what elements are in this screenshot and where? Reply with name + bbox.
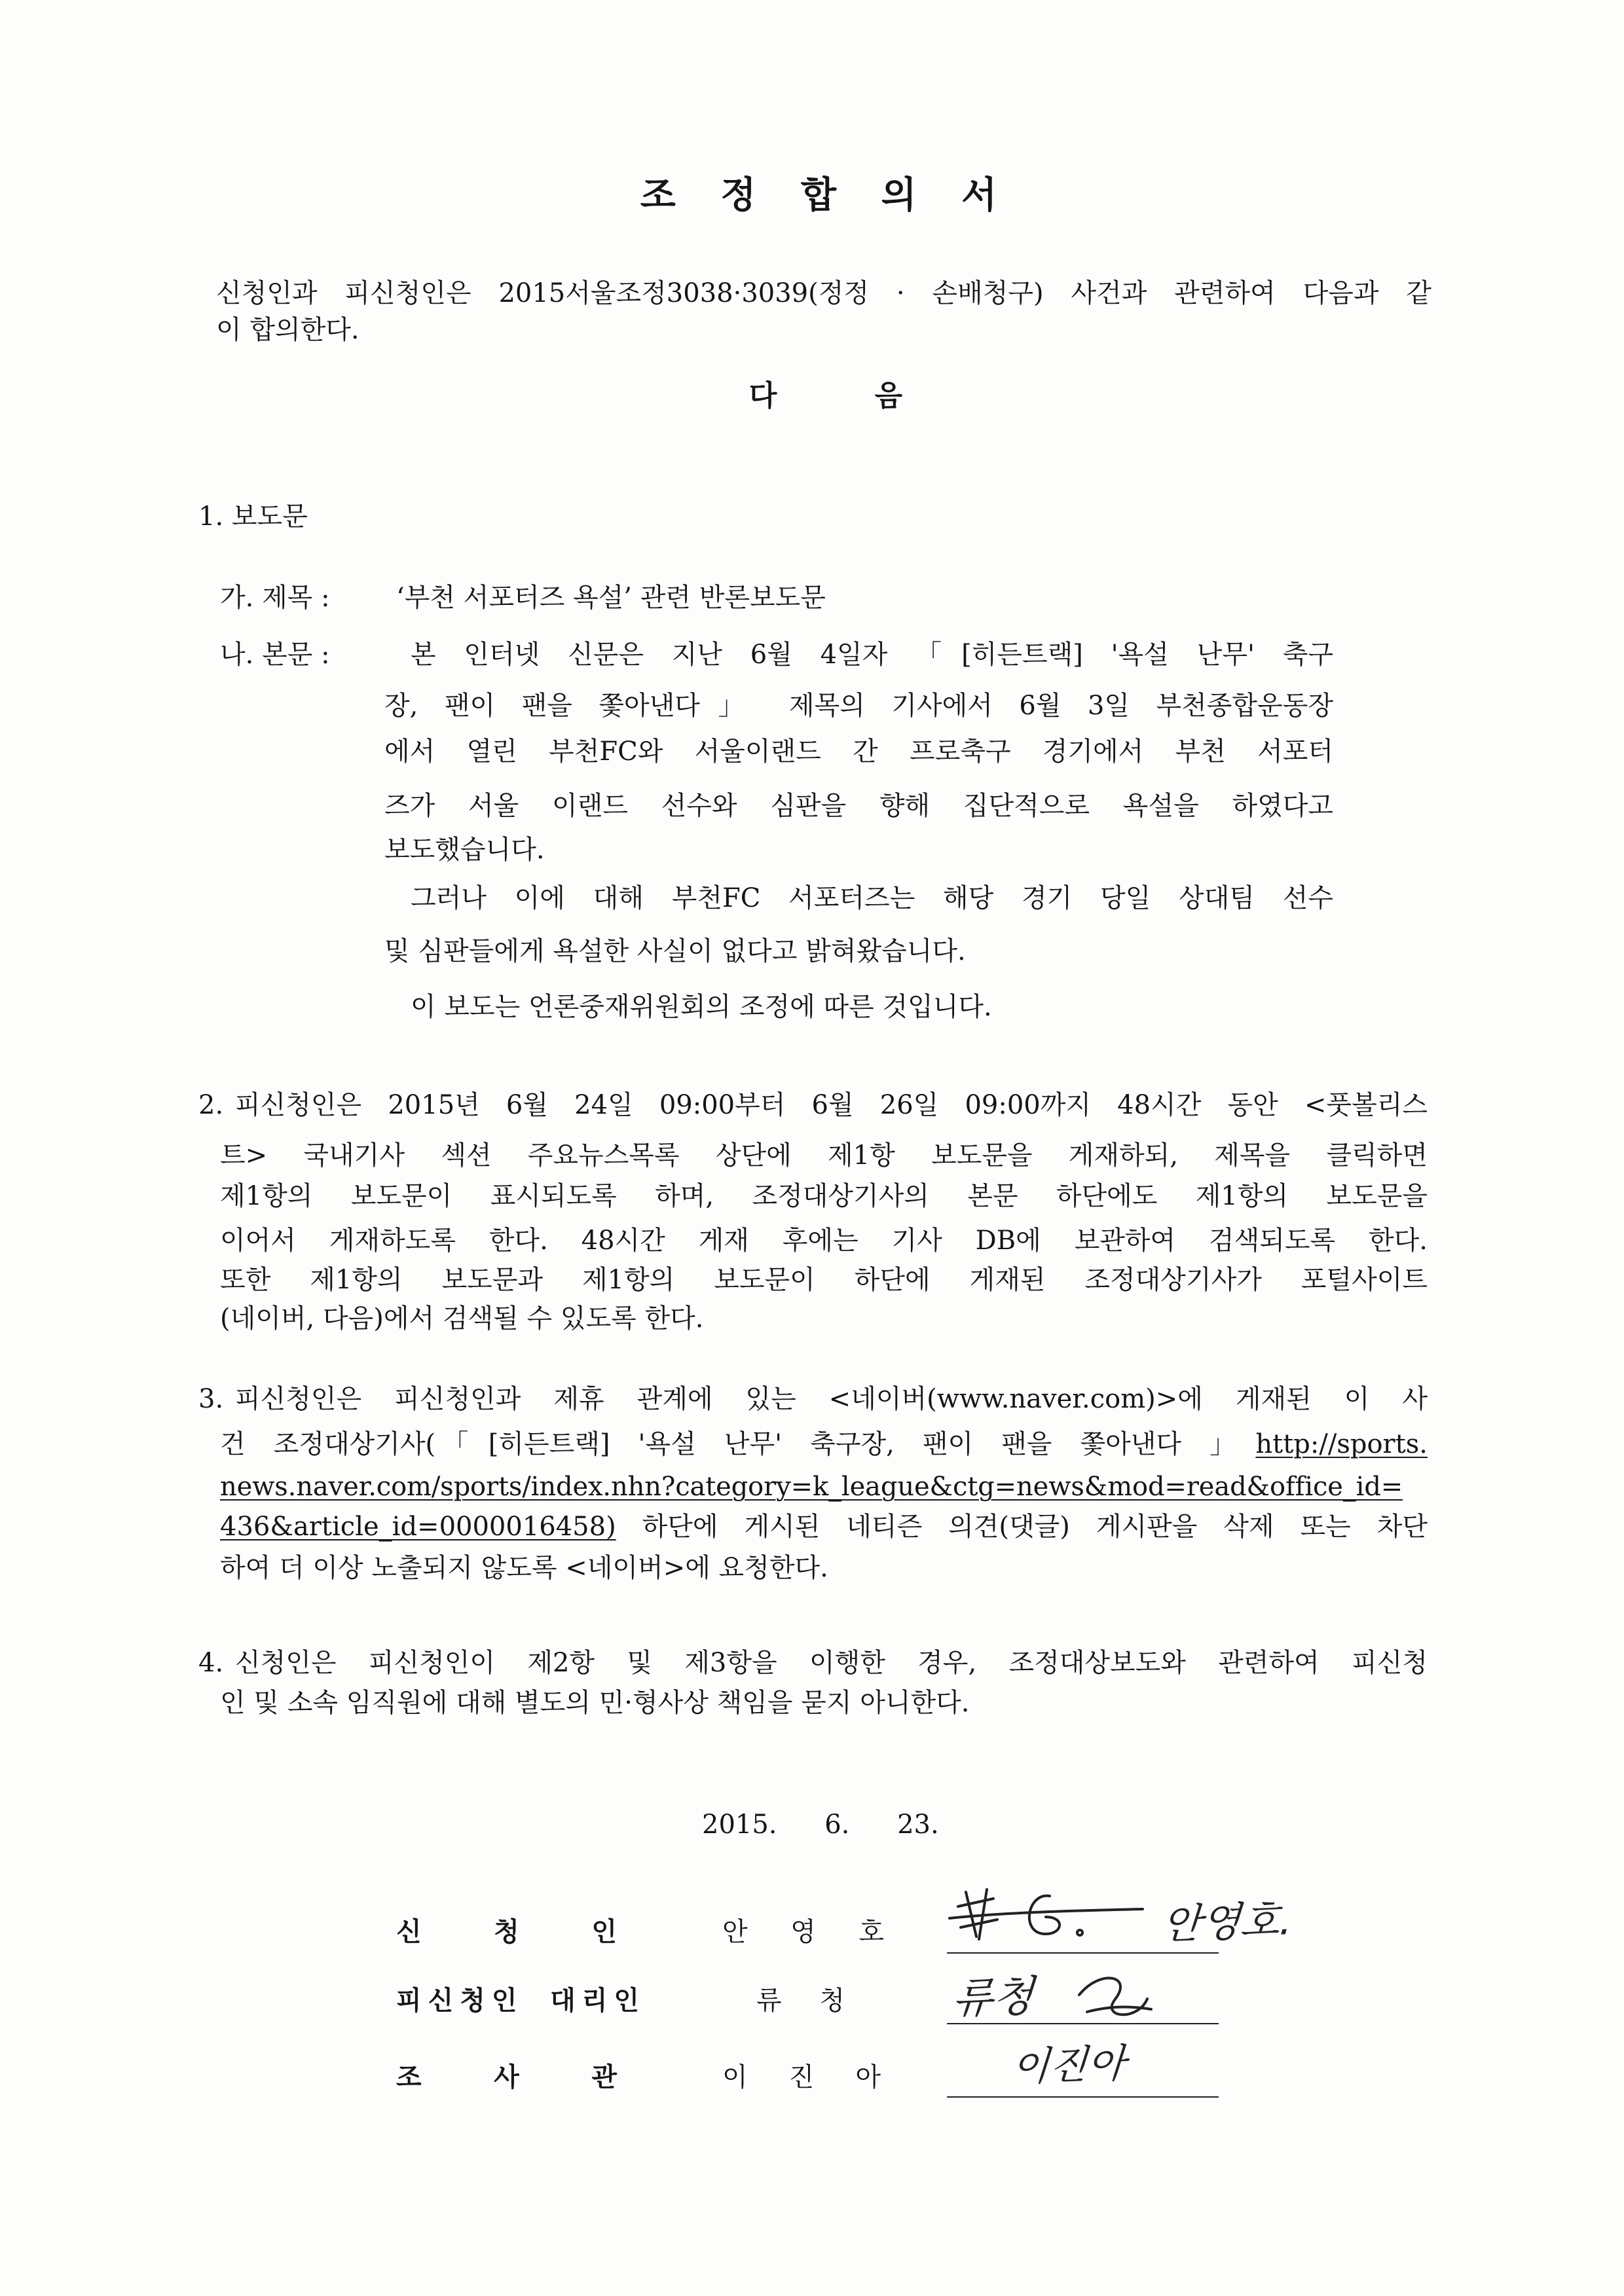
body-line: 보도했습니다. [384, 835, 545, 865]
signatory-role: 신 청 인 [396, 1916, 617, 1947]
item-4-line: 신청인은 피신청인이 제2항 및 제3항을 이행한 경우, 조정대상보도와 관련하여 피신청 [235, 1648, 1428, 1678]
item-3-text: 건 조정대상기사(「[히든트랙] '욕설 난무' 축구장, 팬이 팬을 쫓아낸다 」 [220, 1429, 1256, 1459]
item-3-text: 하단에 게시된 네티즌 의견(댓글) 게시판을 삭제 또는 차단 [616, 1512, 1428, 1542]
article-url: http://sports. [1255, 1429, 1428, 1459]
item-4-line: 인 및 소속 임직원에 대해 별도의 민·형사상 책임을 묻지 아니한다. [220, 1688, 970, 1718]
article-url: news.naver.com/sports/index.nhn?category=k_league&ctg=news&mod=read&office_id= [220, 1472, 1403, 1502]
signatory-name: 류 청 [756, 1986, 845, 2016]
intro-line: 신청인과 피신청인은 2015서울조정3038·3039(정정 · 손배청구) 사건과 관련하여 다음과 같 [216, 278, 1431, 308]
item-2-line: 트> 국내기사 섹션 주요뉴스목록 상단에 제1항 보도문을 게재하되, 제목을 클릭하면 [220, 1140, 1428, 1171]
body-line: 에서 열린 부천FC와 서울이랜드 간 프로축구 경기에서 부천 서포터 [384, 737, 1333, 767]
item-3-line [220, 1429, 1428, 1460]
item-2-line: (네이버, 다음)에서 검색될 수 있도록 한다. [220, 1303, 704, 1334]
document-title: 조 정 합 의 서 [640, 173, 997, 217]
body-line: 그러나 이에 대해 부천FC 서포터즈는 해당 경기 당일 상대팀 선수 [411, 883, 1333, 913]
signature-line [947, 2096, 1219, 2098]
body-line: 이 보도는 언론중재위원회의 조정에 따른 것입니다. [411, 992, 992, 1022]
signature-handwriting: 이진아 [1010, 2040, 1127, 2091]
item-3-line [220, 1511, 1428, 1542]
item-4-number: 4. [198, 1648, 224, 1678]
item-3-number: 3. [198, 1384, 224, 1414]
signatory-role: 피신청인 대리인 [396, 1985, 646, 2016]
item-2-line: 이어서 게재하도록 한다. 48시간 게재 후에는 기사 DB에 보관하여 검색되도록 한다. [220, 1226, 1428, 1256]
signatory-role: 조 사 관 [396, 2062, 617, 2092]
body-line: 및 심판들에게 욕설한 사실이 없다고 밝혀왔습니다. [384, 936, 966, 966]
signature-line [947, 1952, 1219, 1954]
signatory-name: 안 영 호 [722, 1917, 884, 1947]
body-line: 본 인터넷 신문은 지난 6월 4일자 「[히든트랙] '욕설 난무' 축구 [411, 640, 1333, 670]
signature-handwriting: 류청 [950, 1972, 1035, 2024]
body-label: 나. 본문 : [220, 640, 330, 670]
signature-handwriting: 안영호. [1160, 1895, 1295, 1949]
item-2-line: 피신청인은 2015년 6월 24일 09:00부터 6월 26일 09:00까지 48시간 동안 <풋볼리스 [235, 1090, 1428, 1120]
signature-scribble [946, 1880, 1156, 1946]
intro-line: 이 합의한다. [216, 315, 360, 345]
body-line: 즈가 서울 이랜드 선수와 심판을 향해 집단적으로 욕설을 하였다고 [384, 791, 1333, 821]
agreement-date: 2015. 6. 23. [702, 1810, 939, 1840]
item-3-line: 피신청인은 피신청인과 제휴 관계에 있는 <네이버(www.naver.com)>에 게재된 이 사 [235, 1384, 1428, 1414]
item-2-line: 또한 제1항의 보도문과 제1항의 보도문이 하단에 게재된 조정대상기사가 포털사이트 [220, 1265, 1428, 1295]
item-3-line: 하여 더 이상 노출되지 않도록 <네이버>에 요청한다. [220, 1553, 828, 1583]
signature-flourish [1074, 1961, 1159, 2026]
body-line: 장, 팬이 팬을 쫓아낸다」 제목의 기사에서 6월 3일 부천종합운동장 [384, 691, 1333, 721]
title-value: ‘부천 서포터즈 욕설’ 관련 반론보도문 [396, 583, 826, 613]
title-label: 가. 제목 : [220, 583, 330, 613]
item-2-number: 2. [198, 1090, 224, 1120]
article-url: 436&article_id=0000016458) [220, 1512, 616, 1542]
section-heading: 다 음 [748, 379, 903, 412]
item-2-line: 제1항의 보도문이 표시되도록 하며, 조정대상기사의 본문 하단에도 제1항의 보도문을 [220, 1181, 1428, 1211]
item-3-line [220, 1471, 1428, 1503]
signatory-name: 이 진 아 [722, 2062, 881, 2092]
item-1-heading: 1. 보도문 [198, 501, 308, 532]
